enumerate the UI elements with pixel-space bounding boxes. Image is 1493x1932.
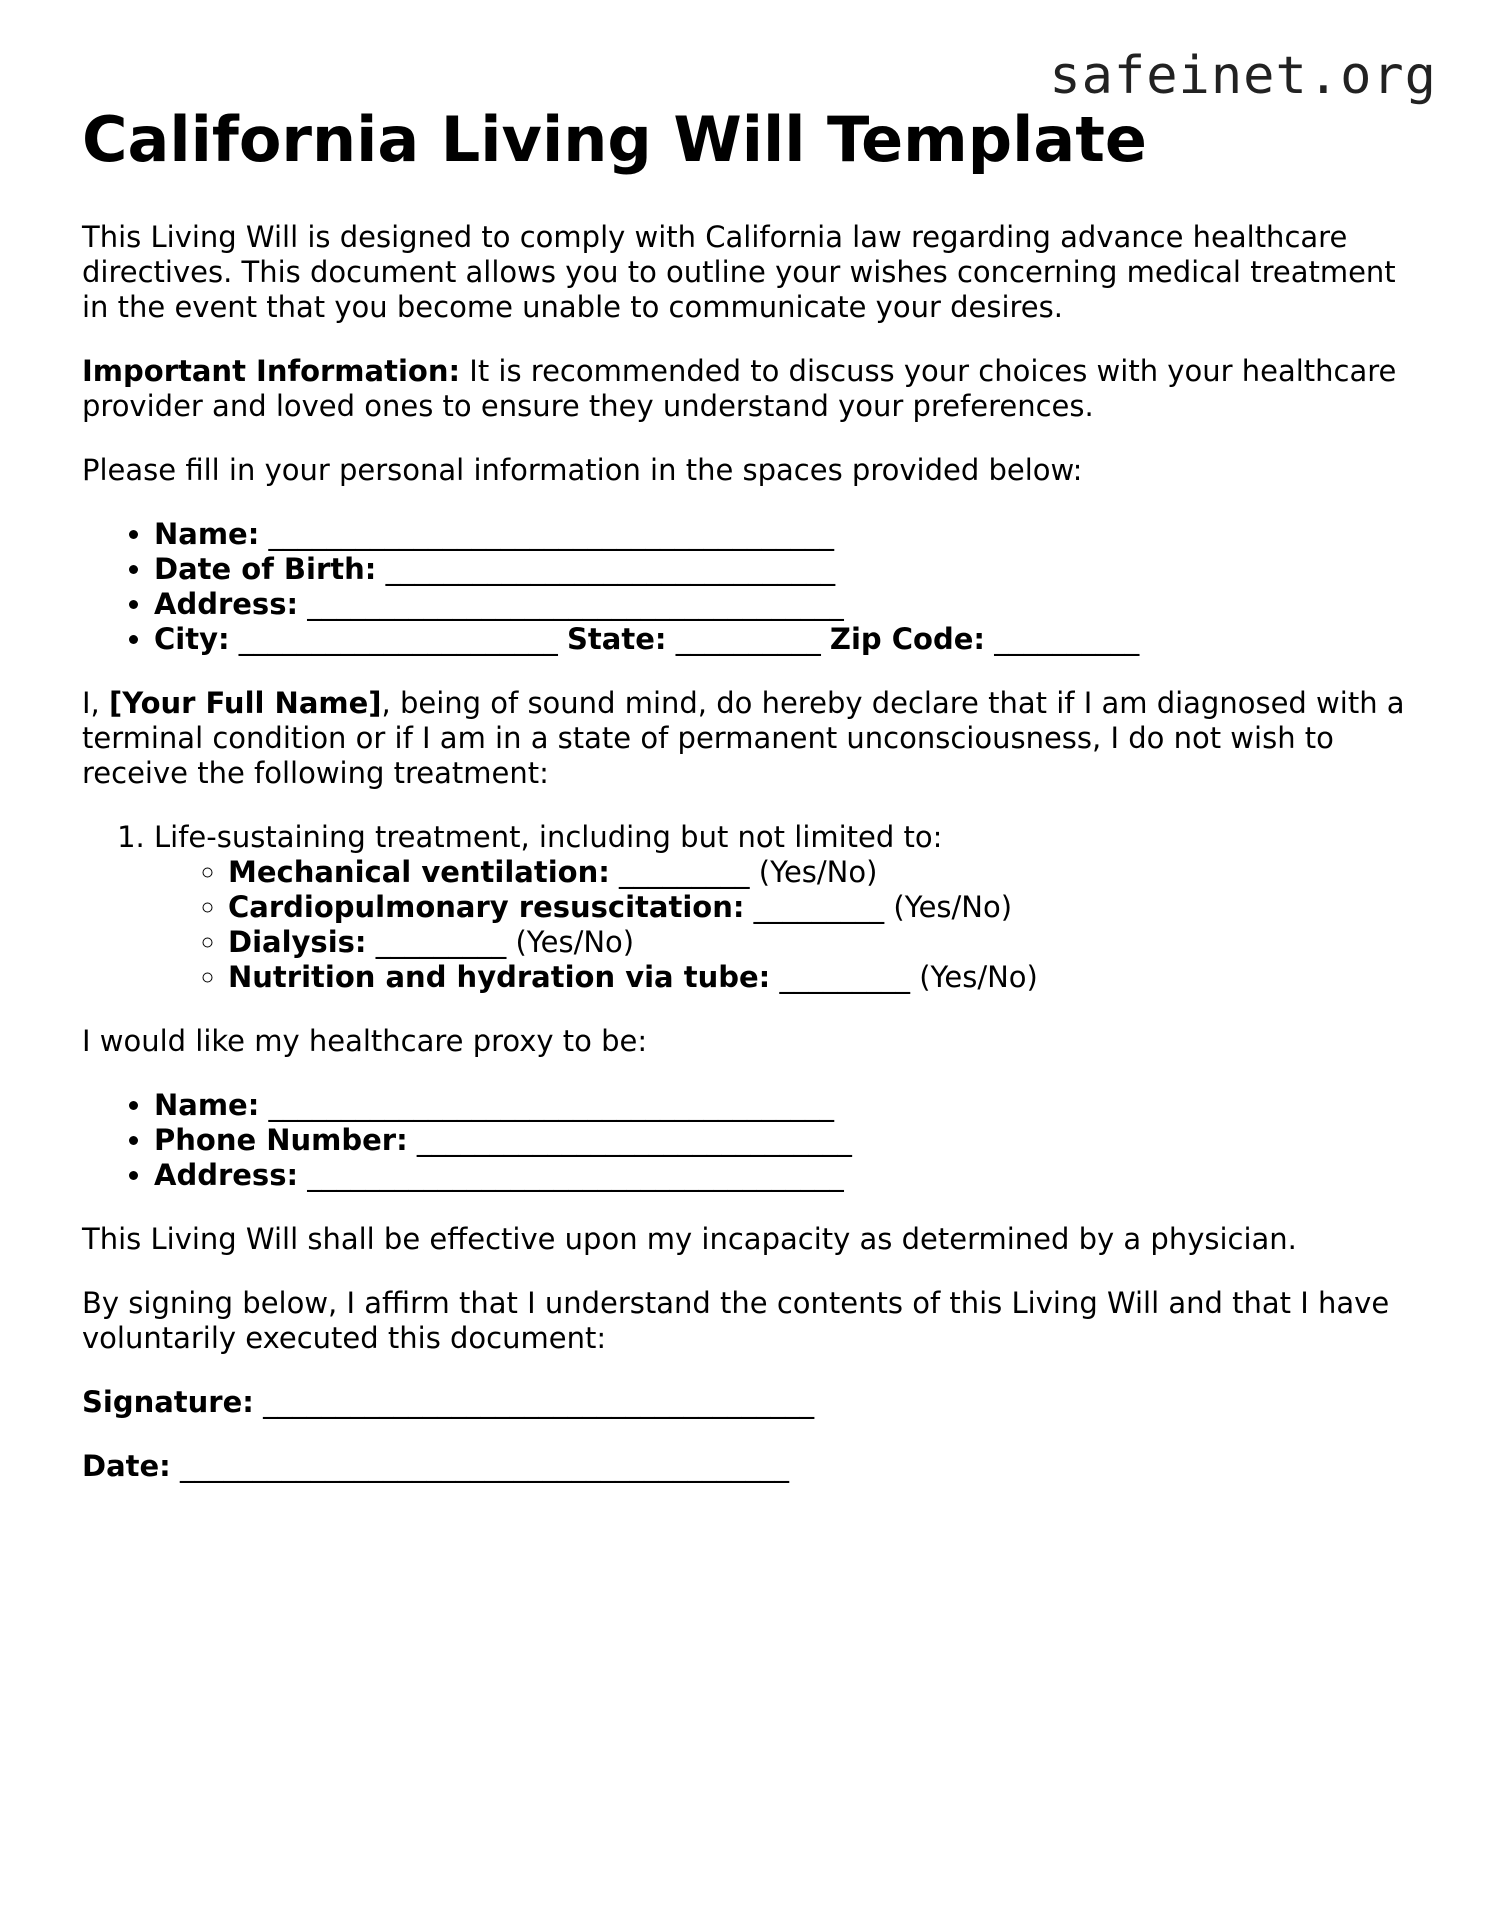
cpr-label: Cardiopulmonary resuscitation:	[228, 890, 745, 924]
yes-no-note: (Yes/No)	[515, 925, 635, 959]
proxy-phone-field[interactable]: ______________________________	[407, 1123, 852, 1157]
list-item	[154, 1158, 1412, 1193]
proxy-phone-label: Phone Number:	[154, 1123, 408, 1157]
important-paragraph	[82, 354, 1412, 424]
effective-paragraph: This Living Will shall be effective upon my incapacity as determined by a physician.	[82, 1222, 1297, 1256]
important-text: It is recommended to discuss your choices with your healthcare provider and loved ones to ensure they understand your preferences.	[82, 354, 1397, 423]
list-item	[154, 622, 1412, 657]
proxy-address-label: Address:	[154, 1158, 299, 1192]
list-item	[154, 517, 1412, 552]
affirm-paragraph: By signing below, I affirm that I understand the contents of this Living Will and that I have voluntarily executed this document:	[82, 1286, 1390, 1355]
yes-no-note: (Yes/No)	[758, 855, 878, 889]
list-item	[228, 960, 1412, 995]
watermark: safeinet.org	[1049, 46, 1437, 106]
intro-paragraph: This Living Will is designed to comply with California law regarding advance healthcare directives. This document allows you to outline your wishes concerning medical treatment in the event that you become unable to communicate your desires.	[82, 220, 1396, 324]
proxy-prompt: I would like my healthcare proxy to be:	[82, 1024, 648, 1058]
name-field[interactable]: _______________________________________	[259, 517, 835, 551]
list-item	[154, 820, 1412, 995]
list-item	[154, 587, 1412, 622]
date-field[interactable]: __________________________________________	[170, 1449, 789, 1483]
address-field[interactable]: _____________________________________	[298, 587, 844, 621]
declaration-prefix: I,	[82, 686, 109, 720]
list-item	[228, 890, 1412, 925]
date-line	[82, 1449, 1412, 1484]
signature-label: Signature:	[82, 1385, 254, 1419]
zip-field[interactable]: __________	[984, 622, 1140, 656]
proxy-name-label: Name:	[154, 1088, 260, 1122]
treatment-list	[82, 820, 1412, 995]
document-page	[82, 102, 1412, 1513]
fill-prompt: Please fill in your personal information in the spaces provided below:	[82, 453, 1083, 487]
address-label: Address:	[154, 587, 299, 621]
list-item	[228, 855, 1412, 890]
treatment-heading: Life-sustaining treatment, including but not limited to:	[154, 820, 943, 854]
proxy-info-list	[82, 1088, 1412, 1193]
dob-field[interactable]: _______________________________	[376, 552, 836, 586]
state-label: State:	[567, 622, 667, 656]
dialysis-label: Dialysis:	[228, 925, 367, 959]
treatment-sublist	[154, 855, 1412, 995]
zip-label: Zip Code:	[829, 622, 985, 656]
declaration-text: , being of sound mind, do hereby declare that if I am diagnosed with a terminal condition or if I am in a state of permanent unconsciousness, I do not wish to receive the following treatment:	[82, 686, 1405, 790]
list-item	[154, 552, 1412, 587]
date-label: Date:	[82, 1449, 171, 1483]
city-label: City:	[154, 622, 230, 656]
name-label: Name:	[154, 517, 260, 551]
dialysis-field[interactable]: _________	[366, 925, 516, 959]
cpr-field[interactable]: _________	[744, 890, 894, 924]
nutrition-label: Nutrition and hydration via tube:	[228, 960, 771, 994]
yes-no-note: (Yes/No)	[893, 890, 1013, 924]
signature-field[interactable]: ______________________________________	[253, 1385, 815, 1419]
full-name-placeholder: [Your Full Name]	[109, 686, 382, 720]
declaration-paragraph	[82, 686, 1412, 791]
list-item	[228, 925, 1412, 960]
proxy-address-field[interactable]: _____________________________________	[298, 1158, 844, 1192]
dob-label: Date of Birth:	[154, 552, 377, 586]
personal-info-list	[82, 517, 1412, 657]
list-item	[154, 1088, 1412, 1123]
yes-no-note: (Yes/No)	[919, 960, 1038, 994]
state-field[interactable]: __________	[666, 622, 830, 656]
list-item	[154, 1123, 1412, 1158]
page-title: California Living Will Template	[82, 103, 1147, 176]
city-field[interactable]: ______________________	[229, 622, 568, 656]
signature-line	[82, 1385, 1412, 1420]
ventilation-field[interactable]: _________	[609, 855, 759, 889]
nutrition-field[interactable]: _________	[770, 960, 920, 994]
proxy-name-field[interactable]: _______________________________________	[259, 1088, 835, 1122]
ventilation-label: Mechanical ventilation:	[228, 855, 610, 889]
important-label: Important Information:	[82, 354, 461, 388]
